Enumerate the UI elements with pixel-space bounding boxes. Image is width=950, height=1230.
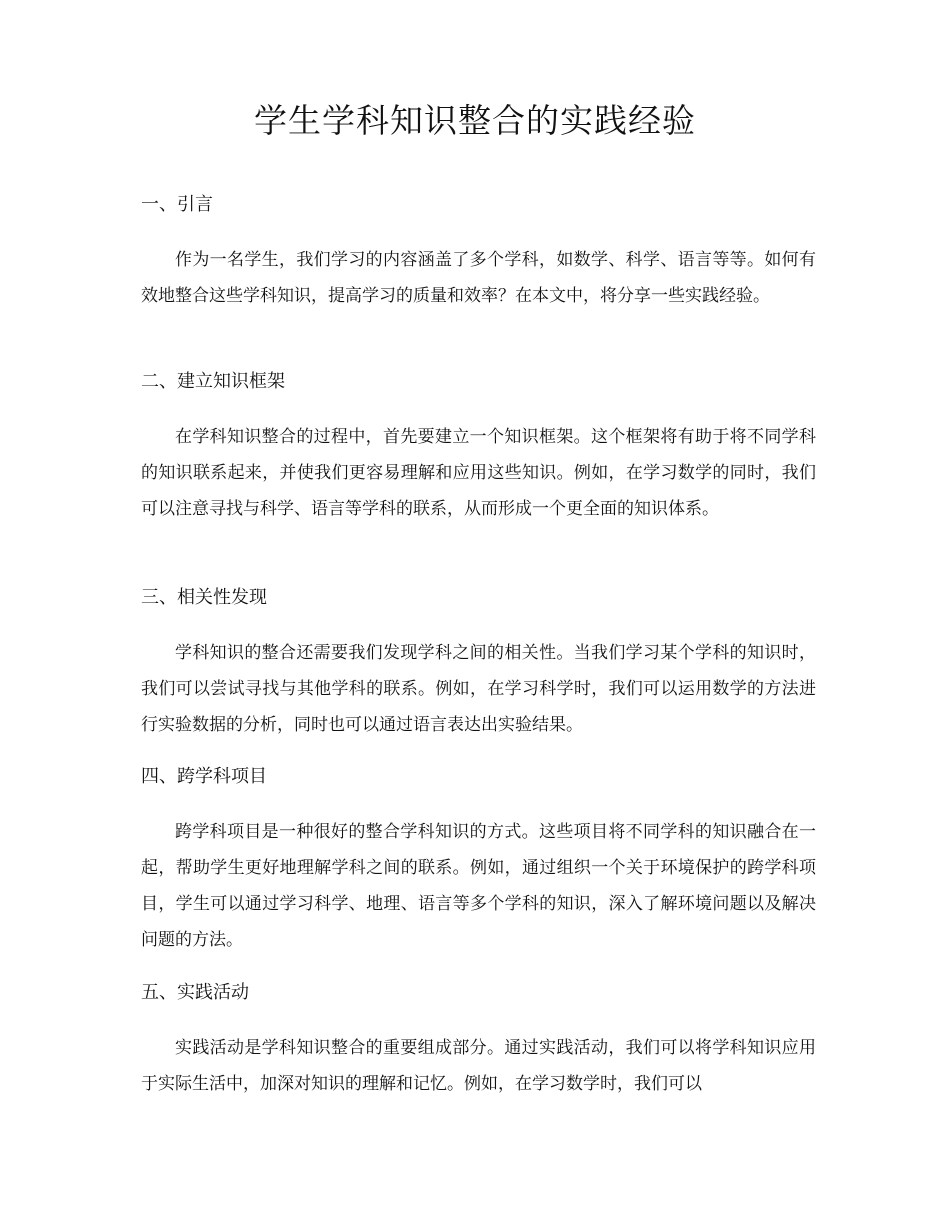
section-paragraph-practice-activities: 实践活动是学科知识整合的重要组成部分。通过实践活动，我们可以将学科知识应用于实际生活中，加深对知识的理解和记忆。例如，在学习数学时，我们可以 bbox=[141, 1038, 816, 1094]
section-paragraph-knowledge-framework: 在学科知识整合的过程中，首先要建立一个知识框架。这个框架将有助于将不同学科的知识联系起来，并使我们更容易理解和应用这些知识。例如，在学习数学的同时，我们可以注意寻找与科学、语言等学科的联系，从而形成一个更全面的知识体系。 bbox=[141, 427, 816, 519]
section-paragraph-correlation: 学科知识的整合还需要我们发现学科之间的相关性。当我们学习某个学科的知识时，我们可以尝试寻找与其他学科的联系。例如，在学习科学时，我们可以运用数学的方法进行实验数据的分析，同时也可以通过语言表达出实验结果。 bbox=[141, 643, 816, 735]
section-heading-knowledge-framework: 二、建立知识框架 bbox=[141, 371, 285, 392]
document-title: 学生学科知识整合的实践经验 bbox=[254, 101, 696, 140]
section-heading-practice-activities: 五、实践活动 bbox=[141, 982, 249, 1003]
section-heading-introduction: 一、引言 bbox=[141, 194, 213, 215]
section-paragraph-introduction: 作为一名学生，我们学习的内容涵盖了多个学科，如数学、科学、语言等等。如何有效地整合这些学科知识，提高学习的质量和效率？在本文中，将分享一些实践经验。 bbox=[141, 250, 816, 306]
section-heading-correlation: 三、相关性发现 bbox=[141, 587, 267, 608]
section-paragraph-interdisciplinary-project: 跨学科项目是一种很好的整合学科知识的方式。这些项目将不同学科的知识融合在一起，帮助学生更好地理解学科之间的联系。例如，通过组织一个关于环境保护的跨学科项目，学生可以通过学习科学、地理、语言等多个学科的知识，深入了解环境问题以及解决问题的方法。 bbox=[141, 822, 816, 950]
section-heading-interdisciplinary-project: 四、跨学科项目 bbox=[141, 766, 267, 787]
